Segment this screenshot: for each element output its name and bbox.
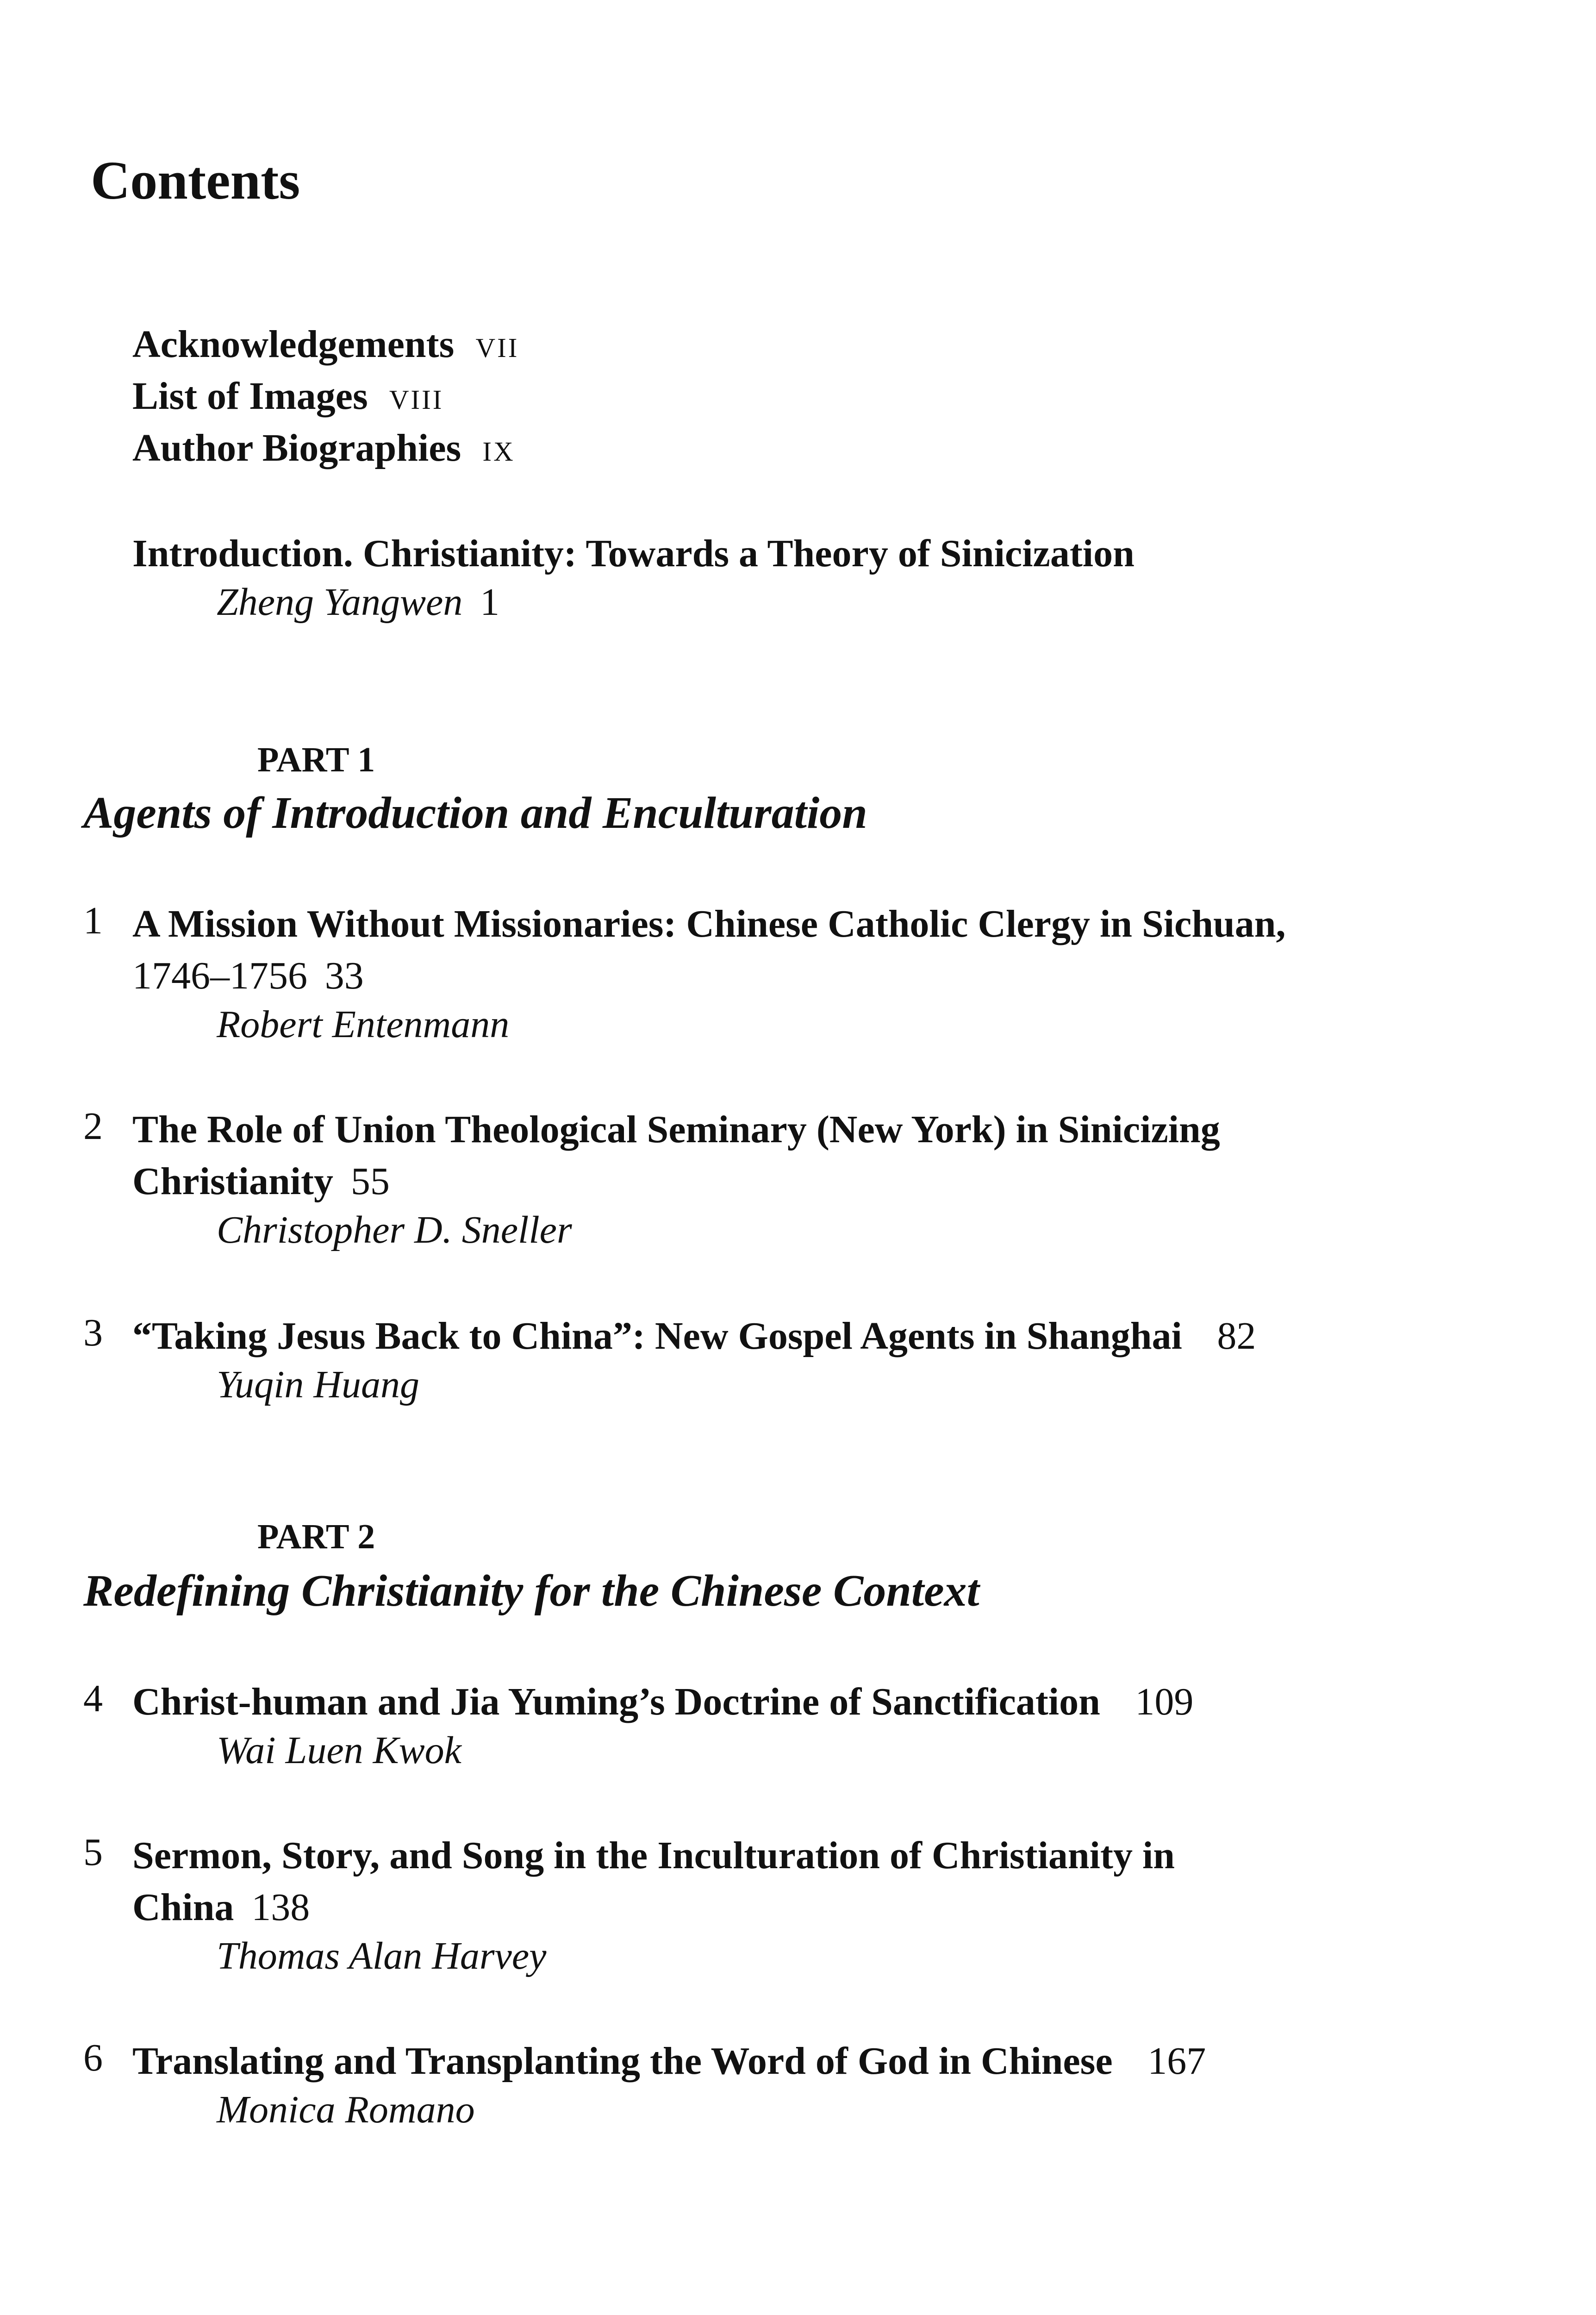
toc-entry-author-biographies[interactable] (132, 422, 515, 474)
chapter-author: Monica Romano (217, 2088, 475, 2131)
toc-entry-title: Christ-human and Jia Yuming’s Doctrine of Sanctification (132, 1680, 1100, 1723)
toc-entry-title: Acknowledgements (132, 323, 455, 366)
toc-entry-list-of-images[interactable] (132, 370, 443, 422)
toc-entry-page: 1 (480, 581, 500, 624)
toc-entry-introduction[interactable]: Introduction. Christianity: Towards a Theory of Sinicization (132, 532, 1135, 575)
toc-entry-page: 138 (251, 1886, 310, 1929)
toc-entry-page: 82 (1217, 1314, 1256, 1358)
page-title: Contents (91, 150, 300, 211)
chapter-number: 1 (83, 899, 103, 942)
chapter-number: 5 (83, 1831, 103, 1874)
part-label: PART 2 (257, 1517, 375, 1556)
toc-entry-chapter-4[interactable] (132, 1676, 1193, 1728)
toc-entry-chapter-2-line2[interactable] (132, 1156, 390, 1208)
chapter-number: 2 (83, 1105, 103, 1148)
part-title: Redefining Christianity for the Chinese Context (83, 1566, 979, 1616)
toc-entry-chapter-5[interactable]: Sermon, Story, and Song in the Inculturation of Christianity in (132, 1834, 1175, 1877)
toc-entry-page: 55 (350, 1160, 390, 1203)
toc-entry-title: China (132, 1886, 234, 1929)
toc-entry-page: ix (482, 426, 515, 469)
toc-entry-title: Translating and Transplanting the Word of God in Chinese (132, 2040, 1113, 2083)
chapter-number: 4 (83, 1677, 103, 1720)
author-name: Zheng Yangwen (217, 581, 463, 624)
toc-entry-chapter-6[interactable] (132, 2035, 1206, 2087)
toc-entry-chapter-1-line2[interactable] (132, 950, 364, 1002)
toc-entry-chapter-5-line2[interactable] (132, 1882, 310, 1933)
toc-entry-page: vii (475, 323, 519, 366)
toc-entry-page: 109 (1135, 1680, 1194, 1723)
part-title: Agents of Introduction and Enculturation (83, 788, 867, 838)
chapter-author: Robert Entenmann (217, 1003, 510, 1046)
toc-entry-author (217, 580, 499, 625)
toc-entry-acknowledgements[interactable] (132, 319, 519, 370)
chapter-author: Yuqin Huang (217, 1363, 420, 1406)
part-label: PART 1 (257, 740, 375, 779)
chapter-author: Thomas Alan Harvey (217, 1934, 547, 1977)
toc-entry-chapter-1[interactable]: A Mission Without Missionaries: Chinese Catholic Clergy in Sichuan, (132, 902, 1286, 945)
toc-entry-title: Christianity (132, 1160, 334, 1203)
toc-entry-page: 33 (324, 954, 364, 997)
toc-entry-chapter-2[interactable]: The Role of Union Theological Seminary (New York) in Sinicizing (132, 1108, 1220, 1151)
chapter-number: 6 (83, 2036, 103, 2079)
toc-entry-title: Author Biographies (132, 426, 461, 469)
toc-entry-chapter-3[interactable] (132, 1310, 1256, 1362)
chapter-number: 3 (83, 1311, 103, 1354)
toc-entry-title: List of Images (132, 375, 368, 418)
toc-entry-page: viii (389, 375, 444, 418)
chapter-author: Christopher D. Sneller (217, 1208, 572, 1251)
toc-entry-page: 167 (1147, 2040, 1206, 2083)
toc-entry-title: “Taking Jesus Back to China”: New Gospel Agents in Shanghai (132, 1314, 1182, 1358)
toc-entry-title: 1746–1756 (132, 954, 307, 997)
chapter-author: Wai Luen Kwok (217, 1729, 461, 1772)
